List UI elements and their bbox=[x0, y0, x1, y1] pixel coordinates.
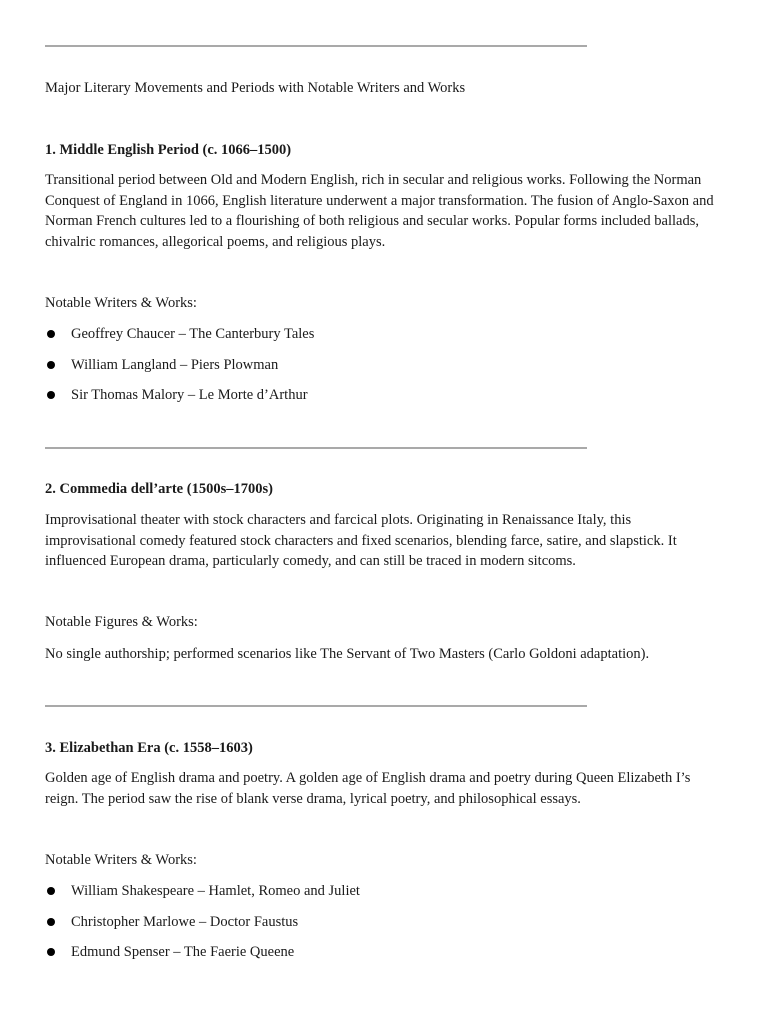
list-item bbox=[45, 942, 725, 963]
section-description: Improvisational theater with stock characters and farcical plots. Originating in Renaissance Italy, this improvisational comedy featured stock characters and fixed scenarios, blending farce, satire, and slapstick. It influenced European drama, particularly comedy, and can still be traced in modern sitcoms. bbox=[45, 512, 677, 569]
divider bbox=[45, 447, 587, 449]
list-item-text: Geoffrey Chaucer – The Canterbury Tales bbox=[71, 326, 315, 342]
bullet-icon bbox=[47, 361, 55, 369]
list-item bbox=[45, 324, 725, 345]
list-item-text: Christopher Marlowe – Doctor Faustus bbox=[71, 914, 299, 930]
list-item bbox=[45, 385, 725, 406]
section-heading: 1. Middle English Period (c. 1066–1500) bbox=[45, 142, 292, 158]
section-description: Golden age of English drama and poetry. A golden age of English drama and poetry during Queen Elizabeth I’s reign. The period saw the rise of blank verse drama, lyrical poetry, and philosophical essays. bbox=[45, 770, 691, 807]
bullet-icon bbox=[47, 330, 55, 338]
section-note: No single authorship; performed scenarios like The Servant of Two Masters (Carlo Goldoni adaptation). bbox=[45, 646, 650, 662]
bullet-icon bbox=[47, 887, 55, 895]
document-title: Major Literary Movements and Periods with Notable Writers and Works bbox=[45, 80, 466, 96]
notable-label: Notable Figures & Works: bbox=[45, 614, 198, 630]
list-item-text: William Shakespeare – Hamlet, Romeo and Juliet bbox=[71, 883, 360, 899]
list-item bbox=[45, 912, 725, 933]
bullet-icon bbox=[47, 391, 55, 399]
section-heading: 3. Elizabethan Era (c. 1558–1603) bbox=[45, 740, 253, 756]
bullet-icon bbox=[47, 948, 55, 956]
divider bbox=[45, 705, 587, 707]
list-item bbox=[45, 355, 725, 376]
notable-label: Notable Writers & Works: bbox=[45, 852, 197, 868]
section-heading: 2. Commedia dell’arte (1500s–1700s) bbox=[45, 481, 273, 497]
list-item bbox=[45, 881, 725, 902]
divider bbox=[45, 45, 587, 47]
section-description: Transitional period between Old and Modern English, rich in secular and religious works. Following the Norman Conquest of England in 1066, English literature underwent a major transformation. The fusion of Anglo-Saxon and Norman French cultures led to a flourishing of both religious and secular works. Popular forms included ballads, chivalric romances, allegorical poems, and religious plays. bbox=[45, 172, 714, 250]
list-item-text: Edmund Spenser – The Faerie Queene bbox=[71, 944, 295, 960]
notable-label: Notable Writers & Works: bbox=[45, 295, 197, 311]
list-item-text: Sir Thomas Malory – Le Morte d’Arthur bbox=[71, 387, 308, 403]
bullet-icon bbox=[47, 918, 55, 926]
list-item-text: William Langland – Piers Plowman bbox=[71, 357, 279, 373]
